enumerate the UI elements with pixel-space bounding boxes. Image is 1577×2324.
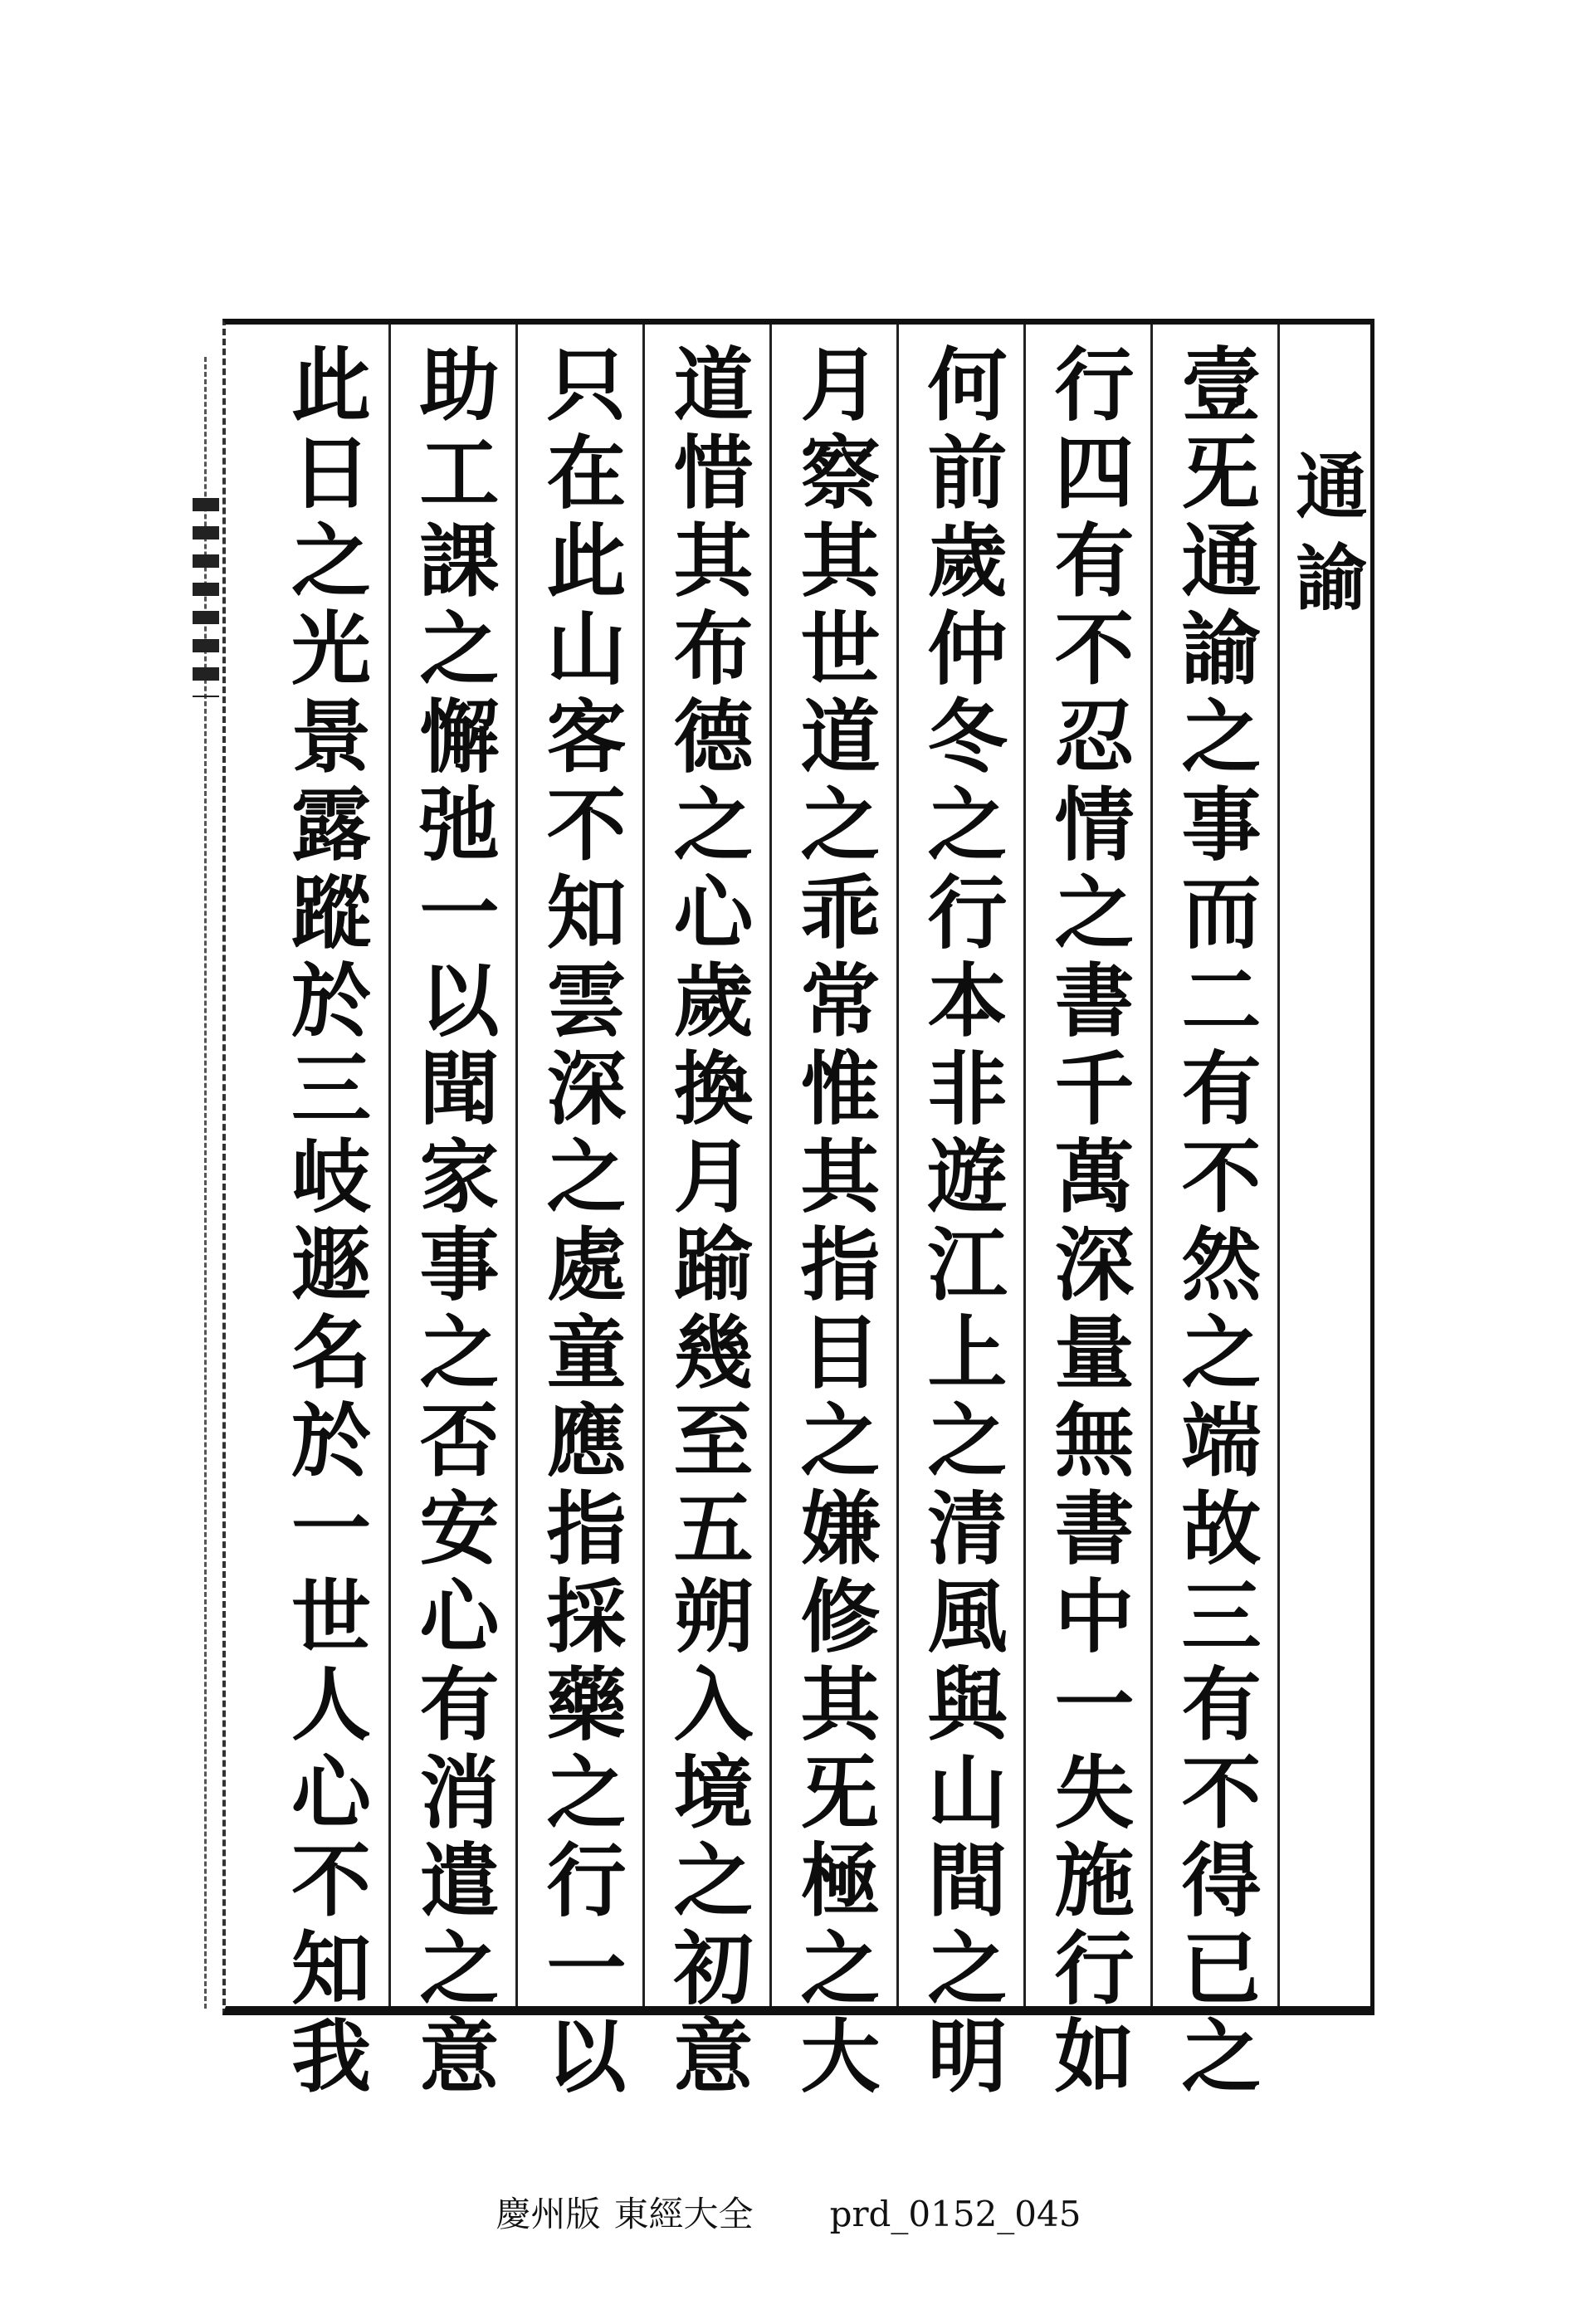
text-column-4 [769, 325, 896, 2102]
print-block-frame [222, 319, 1374, 2102]
text-column-5 [642, 325, 769, 2102]
text-column-6 [515, 325, 642, 2102]
caption-edition: 慶州版 [496, 2194, 601, 2234]
text-column-8 [261, 325, 388, 2102]
caption-page-id: prd_0152_045 [829, 2194, 1081, 2234]
column-title [1277, 325, 1370, 2006]
column-text: 此日之光景露蹤於三岐遯名於一世人心不知我 [278, 343, 373, 2102]
text-column-3 [896, 325, 1023, 2102]
column-text: 何前歲仲冬之行本非遊江上之清風與山間之明 [915, 343, 1008, 2102]
facing-page-mark [193, 498, 219, 697]
column-text: 行四有不忍情之書千萬深量無書中一失施行如 [1042, 343, 1135, 2102]
text-column-1 [1150, 325, 1277, 2102]
text-column-2 [1023, 325, 1150, 2102]
page-caption [0, 2187, 1577, 2237]
text-columns [226, 325, 1370, 2102]
text-column-7 [388, 325, 515, 2102]
column-text: 月察其世道之乖常惟其指目之嫌修其旡極之大 [788, 343, 881, 2102]
column-text: 只在此山客不知雲深之處童應指採藥之行一以 [534, 343, 627, 2102]
column-text: 助工課之懈弛一以聞家事之否安心有消遣之意 [407, 343, 500, 2102]
section-title: 通諭 [1283, 449, 1368, 632]
caption-book: 東經大全 [613, 2194, 754, 2234]
column-text: 壹旡通諭之事而二有不然之端故三有不得已之 [1169, 343, 1262, 2102]
column-text: 道惜其布德之心歲換月踰幾至五朔入境之初意 [661, 343, 754, 2102]
